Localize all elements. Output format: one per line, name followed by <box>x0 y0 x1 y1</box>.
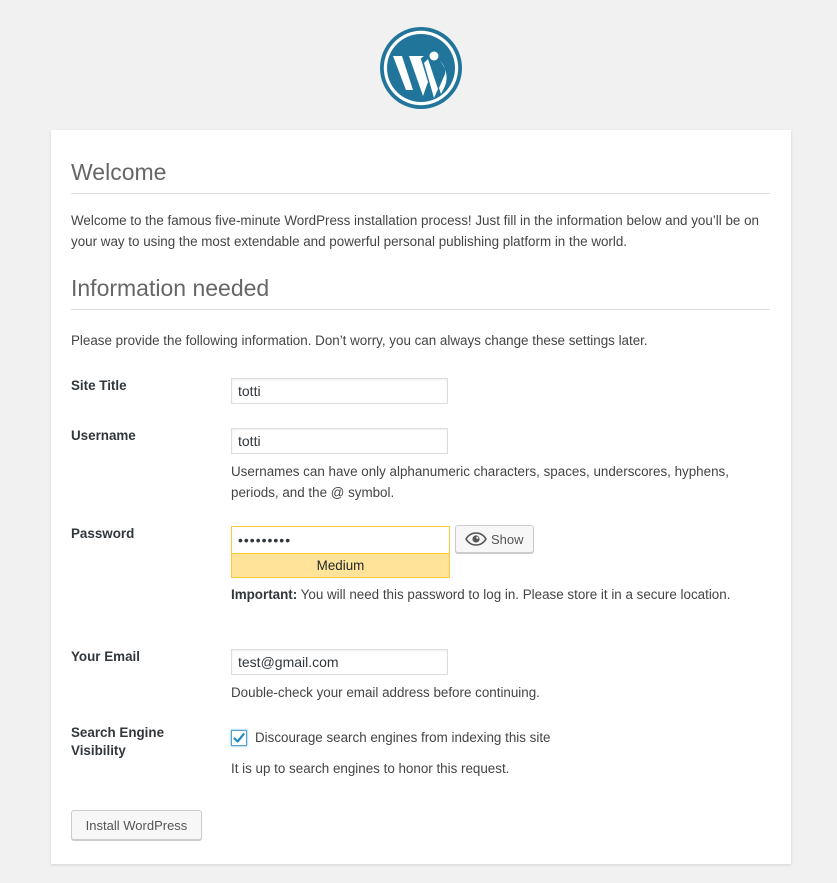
label-line: Search Engine <box>71 725 165 740</box>
discourage-search-engines-label[interactable]: Discourage search engines from indexing this site <box>255 730 551 745</box>
username-input[interactable] <box>231 428 448 454</box>
install-wordpress-button[interactable]: Install WordPress <box>71 810 202 840</box>
divider <box>71 309 770 310</box>
information-text: Please provide the following information. Don’t worry, you can always change these settings later. <box>71 333 648 348</box>
email-label: Your Email <box>71 649 140 664</box>
site-title-input[interactable] <box>231 378 448 404</box>
password-input[interactable] <box>231 526 450 553</box>
username-label: Username <box>71 428 136 443</box>
search-visibility-hint: It is up to search engines to honor this request. <box>231 761 510 776</box>
eye-icon <box>465 532 487 546</box>
welcome-heading: Welcome <box>71 159 167 185</box>
username-hint: Usernames can have only alphanumeric characters, spaces, underscores, hyphens, periods, and the @ symbol. <box>231 464 729 500</box>
email-input[interactable] <box>231 649 448 675</box>
show-password-button[interactable] <box>455 525 534 553</box>
password-label: Password <box>71 526 135 541</box>
wordpress-logo-icon <box>379 26 463 110</box>
password-strength-meter: Medium <box>231 553 450 578</box>
divider <box>71 193 770 194</box>
discourage-search-engines-checkbox[interactable] <box>231 730 247 746</box>
checkmark-icon <box>233 732 245 744</box>
show-password-label: Show <box>491 531 524 547</box>
welcome-text: Welcome to the famous five-minute WordPress installation process! Just fill in the information below and you’ll be on your way to using the most extendable and powerful personal publishing platform in the world. <box>71 213 759 249</box>
information-needed-heading: Information needed <box>71 275 270 301</box>
site-title-label: Site Title <box>71 378 127 393</box>
setup-form-card <box>51 130 791 864</box>
search-engine-visibility-label <box>71 724 164 760</box>
important-text: You will need this password to log in. Please store it in a secure location. <box>297 587 731 602</box>
email-hint: Double-check your email address before continuing. <box>231 685 540 700</box>
important-label: Important: <box>231 587 298 602</box>
label-line: Visibility <box>71 743 126 758</box>
password-important-note <box>231 584 751 605</box>
